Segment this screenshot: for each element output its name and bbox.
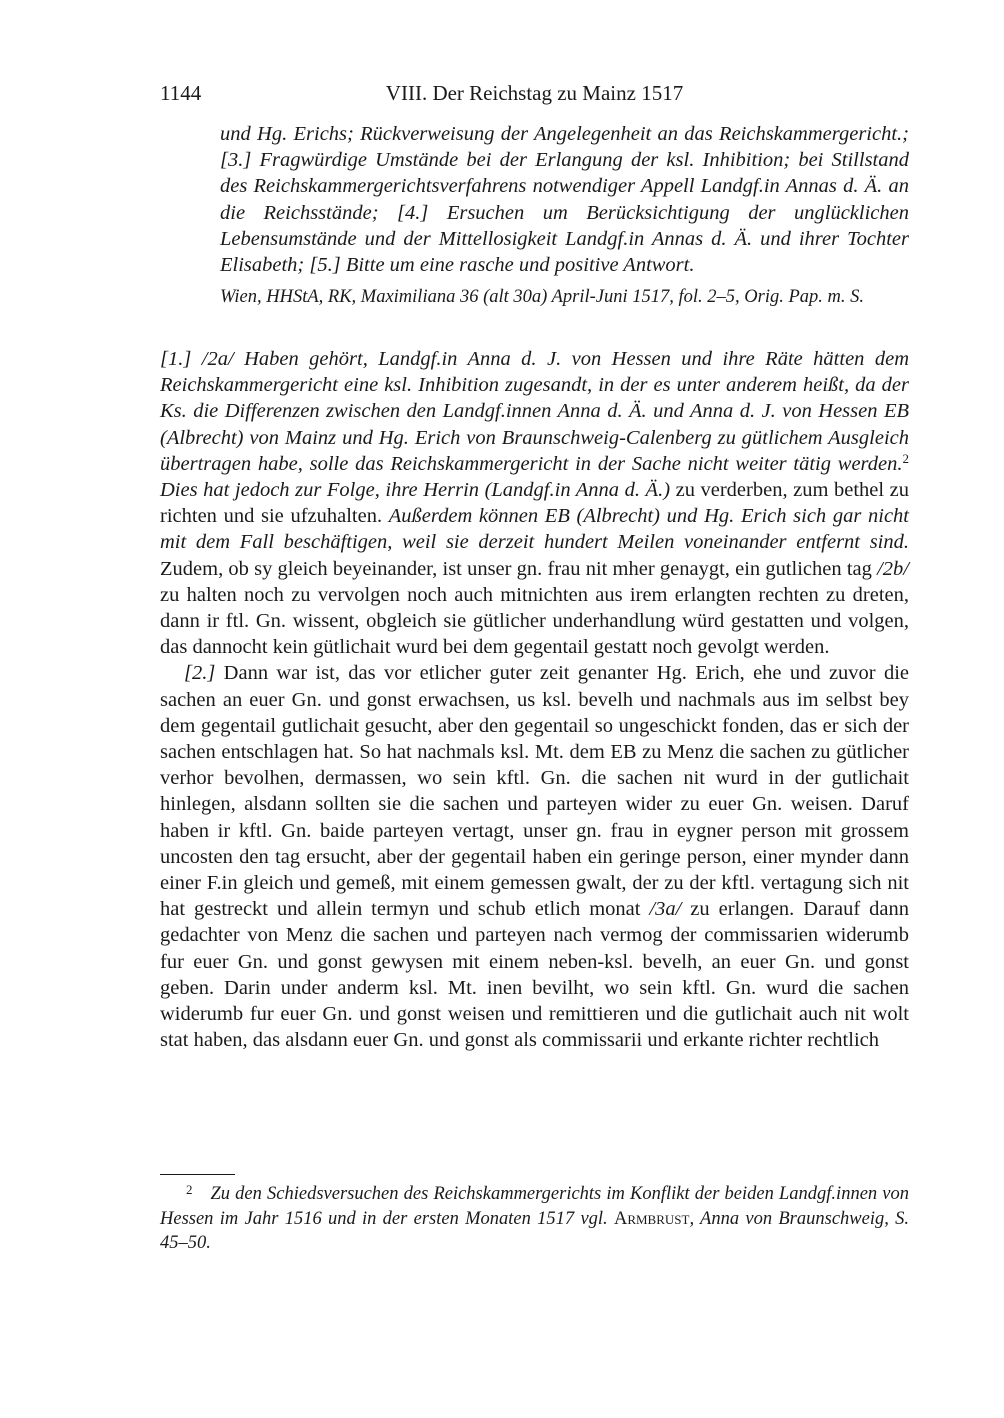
paragraph-1-italic-3: Außerdem können EB (Albrecht) und Hg. Erich sich gar nicht mit dem Fall beschäftigen, weil sie derzeit hundert Meilen voneinander entfernt sind. xyxy=(160,505,909,554)
page-number: 1144 xyxy=(160,81,202,105)
running-title: VIII. Der Reichstag zu Mainz 1517 xyxy=(385,81,684,105)
footnote-text-2: , Anna von Braunschweig, S. 45–50. xyxy=(160,1208,910,1253)
regest-summary: und Hg. Erichs; Rückverweisung der Angelegenheit an das Reichskammergericht.; [3.] Fragwürdige Umstände bei der Erlangung der ksl. Inhibition; bei Stillstand des Reichskammergerichtsverfahrens notwendiger Appell Landgf.in Annas d. Ä. an die Reichsstände; [4.] Ersuchen um Berücksichtigung der unglücklichen Lebensumstände und der Mittellosigkeit Landgf.in Annas d. Ä. und ihrer Tochter Elisabeth; [5.] Bitte um eine rasche und positive Antwort. xyxy=(220,123,909,277)
paragraph-1-quote-3: zu halten noch zu vervolgen noch auch mitnichten aus irem erlangten rechten zu dreten, dann ir ftl. Gn. wissent, obgleich sie gütlicher underhandlung würd gestatten und volgen, das dannocht kein gütlichait wurd bei dem gegentail gestatt noch gevolgt werden. xyxy=(160,583,909,659)
paragraph-2 xyxy=(160,660,909,1053)
paragraph-2-text-1: Dann war ist, das vor etlicher guter zeit genanter Hg. Erich, ehe und zuvor die sachen an euer Gn. und gonst erwachsen, us ksl. bevelh und nachmals aus im selbst bey dem gegentail gutlichait gesucht, aber den gegentail so ungeschickt fonden, das er sich der sachen entschlagen hat. So hat nachmals ksl. Mt. dem EB zu Menz die sachen zu gütlicher verhor bevolhen, dermassen, wo sein kftl. Gn. die sachen nit wurd in der gutlichait hinlegen, alsdann sollten sie die sachen und parteyen wider zu euer Gn. weisen. Daruf haben ir kftl. Gn. baide parteyen vertagt, unser gn. frau in eygner person mit grossem uncosten den tag ersucht, aber der gegentail haben ein geringe person, einer mynder dann einer F.in gleich und gemeß, mit einem gemessen gwalt, der zu der kftl. vertagung sich nit hat gestreckt und allein termyn und schub etlich monat xyxy=(160,662,909,921)
paragraph-1-italic-2: Dies hat jedoch zur Folge, ihre Herrin (Landgf.in Anna d. Ä.) xyxy=(160,479,671,502)
footnote-separator xyxy=(160,1174,235,1175)
paragraph-1-quote-2: Zudem, ob sy gleich beyeinander, ist unser gn. frau nit mher genaygt, ein gutlichen tag xyxy=(160,557,878,580)
running-head xyxy=(160,80,909,106)
section-marker-2: [2.] xyxy=(184,662,216,685)
footnote-2 xyxy=(160,1178,909,1256)
folio-marker-2b: /2b/ xyxy=(877,557,909,580)
paragraph-1-quote-1: zu verderben, zum bethel zu richten und sie ufzuhalten. xyxy=(160,479,910,528)
paragraph-1-summary: [1.] /2a/ Haben gehört, Landgf.in Anna d. J. von Hessen und ihre Räte hätten dem Reichskammergericht eine ksl. Inhibition zugesandt, in der es unter anderem heißt, da der Ks. die Differenzen zwischen den Landgf.innen Anna d. Ä. und Anna d. J. von Hessen EB (Albrecht) von Mainz und Hg. Erich von Braunschweig-Calenberg zu gütlichem Ausgleich übertragen habe, solle das Reichskammergericht in der Sache nicht weiter tätig werden. xyxy=(160,348,909,475)
regest-block xyxy=(220,121,909,309)
folio-marker-3a: /3a/ xyxy=(649,898,682,921)
document-body xyxy=(160,346,909,1053)
archival-source: Wien, HHStA, RK, Maximiliana 36 (alt 30a) April-Juni 1517, fol. 2–5, Orig. Pap. m. S. xyxy=(220,287,865,308)
footnote-number: 2 xyxy=(186,1182,193,1197)
footnote-author: Armbrust xyxy=(613,1208,690,1229)
paragraph-1 xyxy=(160,346,909,660)
footnote-ref-2[interactable]: 2 xyxy=(902,450,909,466)
paragraph-2-text-2: zu erlangen. Darauf dann gedachter von Menz die sachen und parteyen nach vermog der commissarien widerumb fur euer Gn. und gonst gewysen mit einem neben-ksl. bevelh, an euer Gn. und gonst geben. Darin under anderm ksl. Mt. inen bevilht, wo sein kftl. Gn. wurd die sachen widerumb fur euer Gn. und gonst weisen und remittieren und die gutlichait auch nit wolt stat haben, das alsdann euer Gn. und gonst als commissarii und erkante richter rechtlich xyxy=(160,898,909,1052)
footnote-text-1: Zu den Schiedsversuchen des Reichskammergerichts im Konflikt der beiden Landgf.innen von Hessen im Jahr 1516 und in der ersten Monaten 1517 vgl. xyxy=(160,1184,909,1229)
